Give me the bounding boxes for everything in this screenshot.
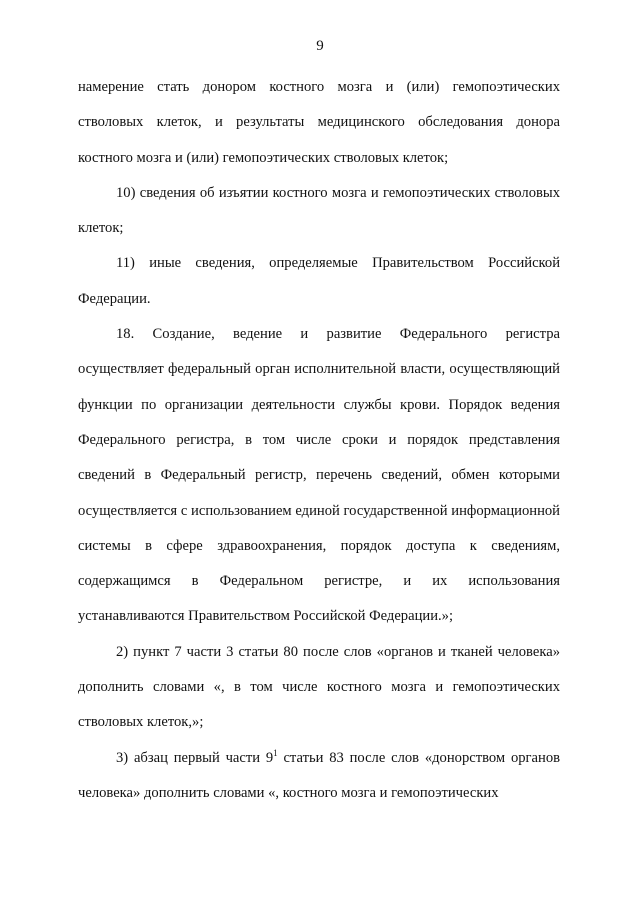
paragraph-item-18: 18. Создание, ведение и развитие Федерального регистра осуществляет федеральный орган исполнительной власти, осуществляющий функции по организации деятельности службы крови. Порядок ведения Федерального регистра, в том числе сроки и порядок представления сведений в Федеральный регистр, перечень сведений, обмен которыми осуществляется с использованием единой государственной информационной системы в сфере здравоохранения, порядок доступа к сведениям, содержащимся в Федеральном регистре, и их использования устанавливаются Правительством Российской Федерации.»; <box>78 326 560 625</box>
paragraph-item-11: 11) иные сведения, определяемые Правительством Российской Федерации. <box>78 255 560 307</box>
paragraph-item-3 <box>78 741 560 812</box>
paragraph-item-10: 10) сведения об изъятии костного мозга и гемопоэтических стволовых клеток; <box>78 184 560 237</box>
item-3-text-start: 3) абзац первый части 9 <box>116 749 274 766</box>
paragraph-item-2: 2) пункт 7 части 3 статьи 80 после слов «органов и тканей человека» дополнить словами «, в том числе костного мозга и гемопоэтических стволовых клеток,»; <box>78 643 560 731</box>
item-3-superscript: 1 <box>273 747 278 758</box>
paragraph-continued: намерение стать донором костного мозга и (или) гемопоэтических стволовых клеток, и результаты медицинского обследования донора костного мозга и (или) гемопоэтических стволовых клеток; <box>78 79 560 166</box>
document-body <box>78 70 560 811</box>
page-number: 9 <box>316 38 324 54</box>
item-3-text-end: статьи 83 после слов «донорством органов человека» дополнить словами «, костного мозга и гемопоэтических <box>78 749 561 801</box>
